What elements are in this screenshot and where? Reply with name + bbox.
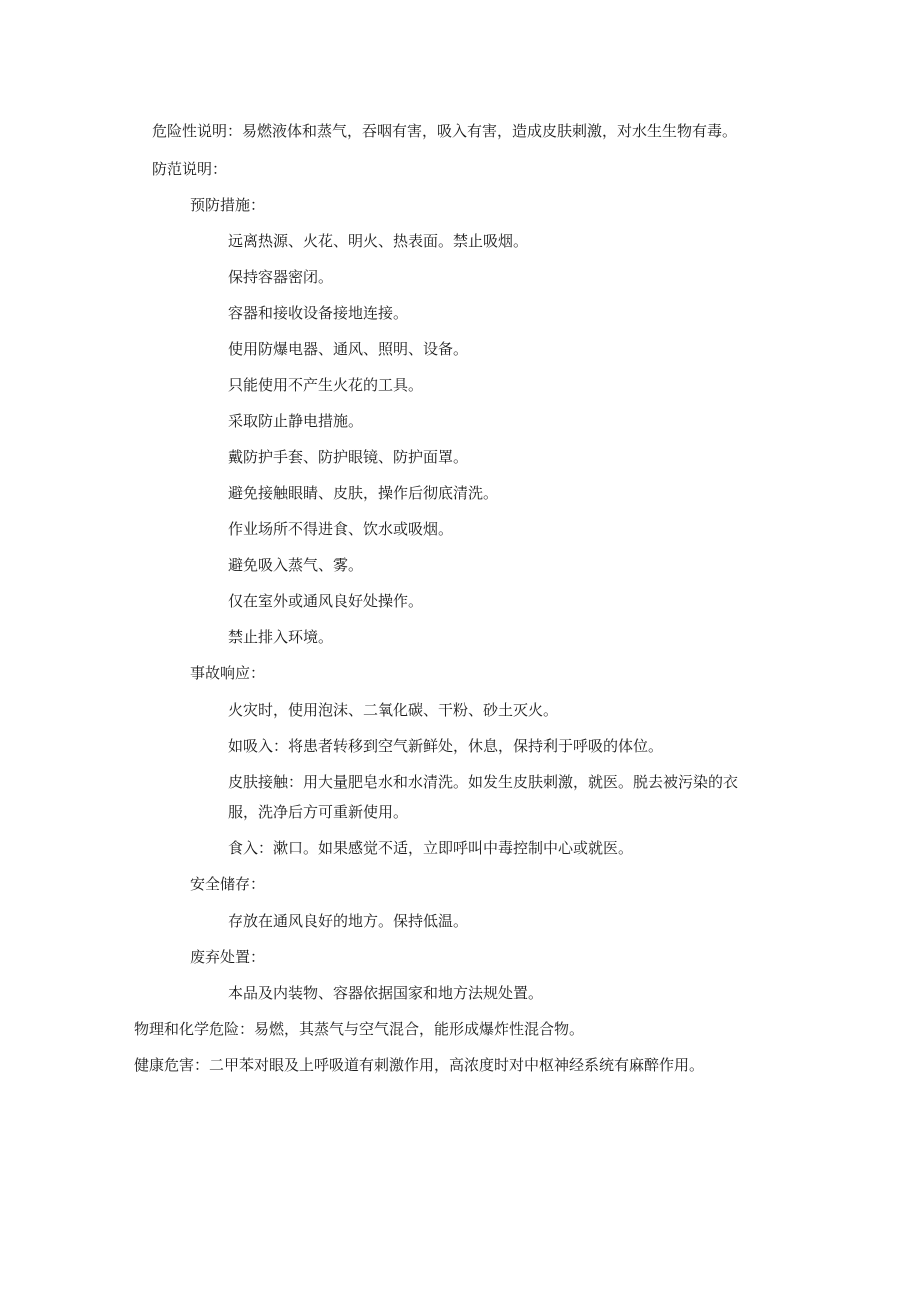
prevention-heading: 预防措施： [190,196,266,214]
response-item-continuation: 服，洗净后方可重新使用。 [228,803,409,821]
precaution-heading: 防范说明： [152,160,228,178]
prevention-item: 避免吸入蒸气、雾。 [228,556,364,574]
hazard-statement: 危险性说明：易燃液体和蒸气，吞咽有害，吸入有害，造成皮肤刺激，对水生生物有毒。 [152,122,738,140]
response-item: 皮肤接触：用大量肥皂水和水清洗。如发生皮肤刺激，就医。脱去被污染的衣 [228,773,739,791]
health-hazard: 健康危害：二甲苯对眼及上呼吸道有刺激作用，高浓度时对中枢神经系统有麻醉作用。 [134,1056,705,1074]
prevention-item: 采取防止静电措施。 [228,412,364,430]
prevention-item: 作业场所不得进食、饮水或吸烟。 [228,520,454,538]
prevention-item: 仅在室外或通风良好处操作。 [228,592,424,610]
response-item: 食入：漱口。如果感觉不适，立即呼叫中毒控制中心或就医。 [228,839,634,857]
response-heading: 事故响应： [190,664,266,682]
prevention-item: 远离热源、火花、明火、热表面。禁止吸烟。 [228,232,529,250]
prevention-item: 禁止排入环境。 [228,628,334,646]
response-item: 火灾时，使用泡沫、二氧化碳、干粉、砂土灭火。 [228,701,559,719]
response-item: 如吸入：将患者转移到空气新鲜处，休息，保持利于呼吸的体位。 [228,737,664,755]
prevention-item: 戴防护手套、防护眼镜、防护面罩。 [228,448,469,466]
prevention-item: 避免接触眼睛、皮肤，操作后彻底清洗。 [228,484,499,502]
prevention-item: 保持容器密闭。 [228,268,334,286]
storage-heading: 安全储存： [190,875,266,893]
disposal-heading: 废弃处置： [190,948,266,966]
prevention-item: 容器和接收设备接地连接。 [228,304,409,322]
prevention-item: 使用防爆电器、通风、照明、设备。 [228,340,469,358]
storage-item: 存放在通风良好的地方。保持低温。 [228,912,469,930]
physical-chemical-hazard: 物理和化学危险：易燃，其蒸气与空气混合，能形成爆炸性混合物。 [134,1020,585,1038]
prevention-item: 只能使用不产生火花的工具。 [228,376,424,394]
disposal-item: 本品及内装物、容器依据国家和地方法规处置。 [228,984,544,1002]
